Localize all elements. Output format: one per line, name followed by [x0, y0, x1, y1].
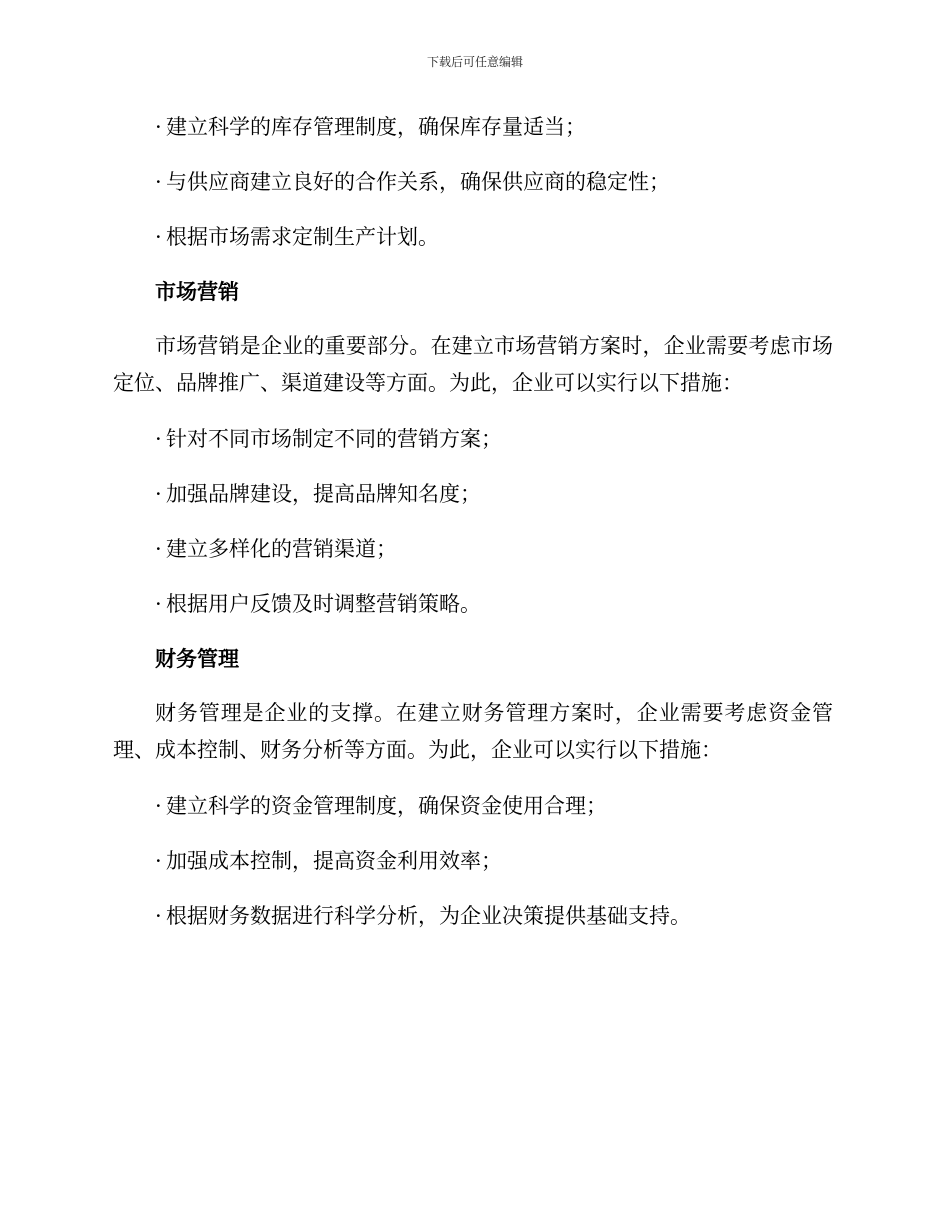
header-note: 下载后可任意编辑 — [426, 55, 523, 69]
marketing-paragraph: 市场营销是企业的重要部分。在建立市场营销方案时，企业需要考虑市场定位、品牌推广、渠道建设等方面。为此，企业可以实行以下措施： — [113, 334, 833, 395]
finance-bullet-3-text: 根据财务数据进行科学分析，为企业决策提供基础支持。 — [166, 904, 691, 928]
bullet-dot: · — [155, 225, 162, 249]
marketing-bullet-1-text: 针对不同市场制定不同的营销方案； — [166, 427, 502, 451]
bullet-dot: · — [155, 794, 162, 818]
bullet-dot: · — [155, 537, 162, 561]
bullet-dot: · — [155, 170, 162, 194]
marketing-bullet-1 — [113, 420, 833, 459]
supply-bullet-1 — [113, 108, 833, 147]
bullet-dot: · — [155, 427, 162, 451]
bullet-dot: · — [155, 482, 162, 506]
finance-bullet-2 — [113, 842, 833, 881]
bullet-dot: · — [155, 592, 162, 616]
marketing-heading: 市场营销 — [155, 280, 239, 304]
finance-bullet-1-text: 建立科学的资金管理制度，确保资金使用合理； — [166, 794, 607, 818]
supply-bullet-2 — [113, 163, 833, 202]
marketing-bullet-3-text: 建立多样化的营销渠道； — [166, 537, 397, 561]
marketing-bullet-2 — [113, 475, 833, 514]
bullet-dot: · — [155, 849, 162, 873]
marketing-bullet-2-text: 加强品牌建设，提高品牌知名度； — [166, 482, 481, 506]
supply-bullet-3-text: 根据市场需求定制生产计划。 — [166, 225, 439, 249]
marketing-bullet-4-text: 根据用户反馈及时调整营销策略。 — [166, 592, 481, 616]
supply-bullet-2-text: 与供应商建立良好的合作关系，确保供应商的稳定性； — [166, 170, 670, 194]
finance-heading: 财务管理 — [155, 647, 239, 671]
marketing-bullet-3 — [113, 530, 833, 569]
bullet-dot: · — [155, 115, 162, 139]
bullet-dot: · — [155, 904, 162, 928]
marketing-bullet-4 — [113, 585, 833, 624]
finance-bullet-2-text: 加强成本控制，提高资金利用效率； — [166, 849, 502, 873]
finance-bullet-1 — [113, 787, 833, 826]
document-body — [113, 108, 833, 952]
supply-bullet-3 — [113, 218, 833, 257]
finance-bullet-3 — [113, 897, 833, 936]
finance-paragraph: 财务管理是企业的支撑。在建立财务管理方案时，企业需要考虑资金管理、成本控制、财务分析等方面。为此，企业可以实行以下措施： — [113, 701, 833, 762]
supply-bullet-1-text: 建立科学的库存管理制度，确保库存量适当； — [166, 115, 586, 139]
